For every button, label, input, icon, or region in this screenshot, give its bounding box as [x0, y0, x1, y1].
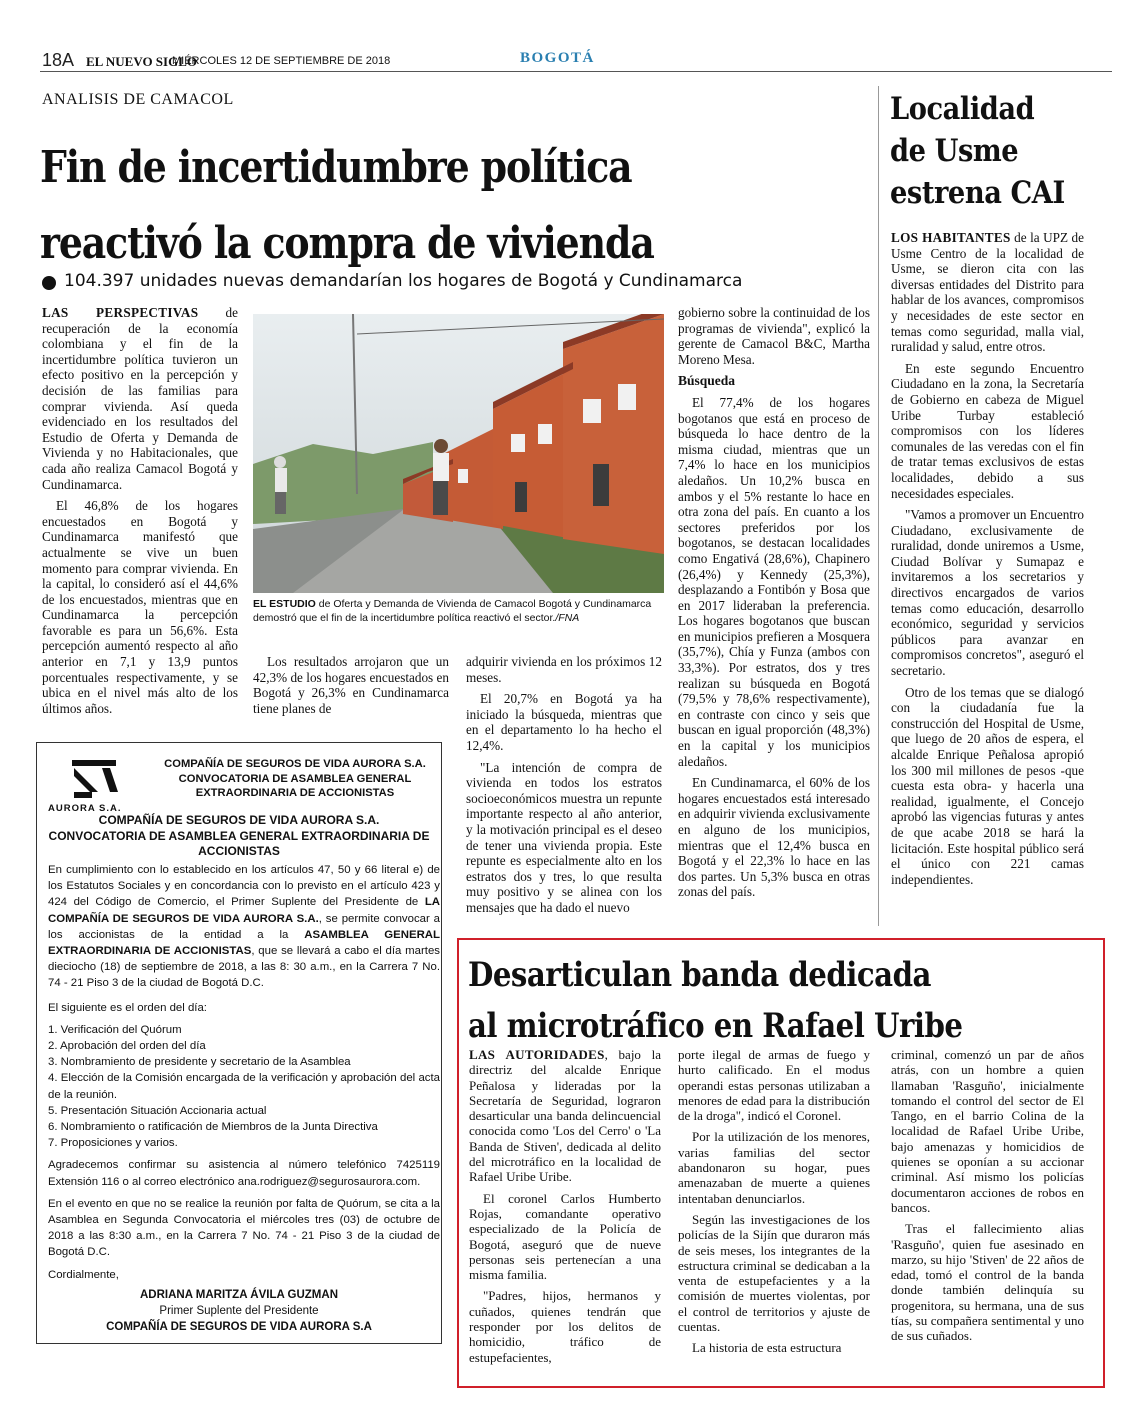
- boxed-headline-line-2: al microtráfico en Rafael Uribe: [468, 1005, 963, 1046]
- issue-date: MIÉRCOLES 12 DE SEPTIEMBRE DE 2018: [172, 55, 391, 67]
- main-column-4: [678, 305, 870, 906]
- aurora-logo-icon: [52, 756, 142, 806]
- ad-bold-text: ASAMBLEA GENERAL EXTRAORDINARIA DE ACCIONISTAS: [48, 928, 440, 958]
- paragraph: En este segundo Encuentro Ciudadano en la zona, la Secretaría de Gobierno en cabeza de Miguel Uribe Turbay estableció compromisos con los líderes comunales de las veredas con el fin de tratar temas exclusivos de estas localidades, debido a sus necesidades especiales.: [891, 360, 1084, 501]
- main-column-3: [466, 654, 662, 922]
- headline-line-1: Fin de incertidumbre política: [40, 142, 632, 193]
- boxed-column-3: [891, 1047, 1084, 1350]
- boxed-column-1: [469, 1047, 661, 1371]
- paragraph: En Cundinamarca, el 60% de los hogares encuestados está interesado en adquirir vivienda exclusivamente en alguno de los municipios, mientras que el 12,4% busca en Bogotá y el 22,3% lo hace en las dos partes. Un 5,3% busca en otras zonas del país.: [678, 775, 870, 900]
- agenda-list: [48, 1022, 440, 1152]
- ad-text: , se permite convocar a los accionistas de la entidad a la: [48, 912, 441, 941]
- ad-signature: [46, 1287, 432, 1335]
- ad-contact: Agradecemos confirmar su asistencia al número telefónico 7425119 Extensión 116 o al correo electrónico ana.rodriguez@segurosaurora.com.: [48, 1159, 440, 1188]
- paragraph: Tras el fallecimiento alias 'Rasguño', quien fue asesinado en marzo, su hijo 'Stiven' de 22 años de edad, tomó el control de la banda donde también delinquía su progenitora, su hermana, una de sus tías, su compañera sentimental y uno de sus cuñados.: [891, 1221, 1084, 1344]
- paragraph: Los resultados arrojaron que un 42,3% de los hogares encuestados en Bogotá y 26,3% en Cundinamarca tiene planes de: [253, 654, 449, 716]
- signer-name: ADRIANA MARITZA ÁVILA GUZMAN: [139, 1289, 339, 1301]
- caption-text: de Oferta y Demanda de Vivienda de Camacol Bogotá y Cundinamarca demostró que el fin de la incertidumbre política reactivó el sector.: [253, 598, 652, 624]
- sidebar-headline: [890, 88, 1075, 214]
- main-column-2: [253, 654, 449, 722]
- main-headline: [40, 130, 754, 282]
- signer-company: COMPAÑÍA DE SEGUROS DE VIDA AURORA S.A: [106, 1321, 372, 1333]
- lead-words: LAS PERSPECTIVAS: [42, 305, 199, 320]
- newspaper-name: EL NUEVO SIGLO: [86, 54, 197, 69]
- agenda-intro: El siguiente es el orden del día:: [48, 1001, 207, 1014]
- sidebar-headline-line-1: Localidad: [890, 91, 1035, 127]
- article-deck: 104.397 unidades nuevas demandarían los hogares de Bogotá y Cundinamarca: [64, 271, 743, 291]
- ad-quorum-note: En el evento en que no se realice la reunión por falta de Quórum, se cita a la Asamblea en Segunda Convocatoria el miércoles tres (03) de octubre de 2018 a las 8:30 a.m., en la Carrera 7 No. 74 - 21 Piso 3 de la ciudad de Bogotá D.C.: [48, 1197, 440, 1259]
- ad-header: [150, 757, 440, 801]
- paragraph: El 20,7% en Bogotá ya ha iniciado la búsqueda, mientras que en el departamento lo ha hecho el 12,4%.: [466, 691, 662, 753]
- subheading: Búsqueda: [678, 373, 736, 389]
- caption-lead: EL ESTUDIO: [253, 598, 316, 610]
- boxed-column-2: [678, 1047, 870, 1362]
- ad-title-line: ACCIONISTAS: [198, 844, 280, 858]
- main-column-1: [42, 305, 238, 722]
- paragraph: gobierno sobre la continuidad de los programas de vivienda", explicó la gerente de Camacol B&C, Martha Moreno Mesa.: [678, 305, 870, 367]
- boxed-headline: [468, 950, 1018, 1051]
- agenda-item: 5. Presentación Situación Accionaria actual: [48, 1104, 267, 1117]
- paragraph: de recuperación de la economía colombiana y el fin de la incertidumbre política tuvieron un efecto positivo en la percepción y decisión de las familias para comprar vivienda. Así queda evidenciado en los resultados del Estudio de Oferta y Demanda de Vivienda y no Habitacionales, que cada año realiza Camacol Bogotá y Cundinamarca.: [42, 305, 238, 492]
- ad-text: , que se llevará a cabo el día martes dieciocho (18) de septiembre de 2018, a las 8: 30 a.m., en la Carrera 7 No. 74 - 21 Piso 3 de la ciudad de Bogotá D.C.: [48, 945, 440, 990]
- bullet-icon: [42, 276, 56, 290]
- ad-body: [48, 862, 440, 1283]
- ad-title-line: COMPAÑÍA DE SEGUROS DE VIDA AURORA S.A.: [98, 813, 380, 827]
- agenda-item: 1. Verificación del Quórum: [48, 1023, 182, 1036]
- ad-title: [46, 813, 432, 860]
- paragraph: criminal, comenzó un par de años atrás, con un hombre a quien llamaban 'Rasguño', inicialmente tomando el control del sector de El Tango, en el barrio Colina de la localidad de Rafael Uribe Uribe, bajo amenazas y homicidios de quienes se oponían a su accionar criminal. Así mismo los policías documentaron acciones de robos en bancos.: [891, 1047, 1084, 1215]
- ad-title-line: CONVOCATORIA DE ASAMBLEA GENERAL EXTRAORDINARIA DE: [48, 828, 430, 843]
- paragraph: "La intención de compra de vivienda en todos los estratos socioeconómicos muestra un repunte importante respecto al año anterior, y la motivación principal es el deseo de tener una vivienda propia. Este repunte es especialmente alto en los estratos dos y tres, lo que resulta muy positivo y se alinea con los mensajes que ha dado el nuevo: [466, 759, 662, 915]
- aurora-logo: [52, 756, 142, 806]
- ad-text: En cumplimiento con lo establecido en los artículos 47, 50 y 66 literal e) de los Estatutos Sociales y en concordancia con lo previsto en el artículo 423 y 424 del Código de Comercio, el Primer Suplente del Presidente de: [48, 864, 440, 909]
- paragraph: El 46,8% de los hogares encuestados en Bogotá y Cundinamarca manifestó que actualmente se vive un buen momento para comprar vivienda. En la capital, lo consideró así el 44,6% de los encuestados, mientras que en Cundinamarca la percepción favorable es para un 56,6%. Esta percepción aumentó respecto al año anterior en 7,1 y 13,9 puntos porcentuales respectivamente, y se ubica en el nivel más alto de los últimos años.: [42, 498, 238, 716]
- paragraph: Por la utilización de los menores, varias familias del sector abandonaron su hogar, pues amenazaban de muerte a quienes intentaban denunciarlos.: [678, 1129, 870, 1206]
- page-number: 18A: [42, 50, 75, 70]
- ad-header-line: CONVOCATORIA DE ASAMBLEA GENERAL: [178, 772, 412, 785]
- masthead-rule: [40, 71, 1112, 72]
- paragraph: de la UPZ de Usme Centro de la localidad de Usme, se dieron cita con las diversas entidades del Distrito para hablar de los avances, compromisos y necesidades de este sector en temas como seguridad, malla vial, ruralidad y salud, entre otros.: [891, 230, 1084, 355]
- paragraph: La historia de esta estructura: [692, 1340, 842, 1356]
- boxed-headline-line-1: Desarticulan banda dedicada: [468, 955, 931, 995]
- paragraph: El coronel Carlos Humberto Rojas, comandante operativo especializado de la Policía de Bogotá, aseguró que de nueve personas seis pertenecían a una misma familia.: [469, 1190, 661, 1283]
- sidebar-column: [891, 230, 1084, 893]
- photo-credit: /FNA: [555, 611, 580, 624]
- paragraph: "Padres, hijos, hermanos y cuñados, quienes tendrán que responder por los delitos de homicidio, tráfico de estupefacientes,: [469, 1288, 661, 1365]
- logo-text: AURORA S.A.: [48, 803, 122, 814]
- headline-line-2: reactivó la compra de vivienda: [40, 218, 654, 270]
- photo-caption: [253, 598, 653, 625]
- paragraph: El 77,4% de los hogares bogotanos que está en proceso de búsqueda lo hace dentro de la misma ciudad, mientras que un 7,4% lo hace en los municipios aledaños. Un 10,2% busca en ambos y el 5% restante lo hace en otra zona del país. En cuanto a los sectores preferidos por los bogotanos, se destacan localidades como Engativá (28,6%), Chapinero (26,4%) y Kennedy (25,3%), desplazando a Fontibón y Bosa que en 2017 lideraban la preferencia. Los hogares bogotanos que buscan en municipios prefieren a Mosquera (35,7%), Chía y Funza (ambos con 33,3%). Por estratos, dos y tres realizan su búsqueda en Bogotá (79,5% y 78,6% respectivamente), en contraste con cinco y seis que buscan en igual proporción (48,3%) en la capital y los municipios aledaños.: [678, 394, 870, 769]
- lead-words: LOS HABITANTES: [891, 230, 1011, 245]
- housing-photo-illustration: [253, 314, 664, 593]
- agenda-item: 2. Aprobación del orden del día: [48, 1040, 206, 1053]
- article-kicker: ANALISIS DE CAMACOL: [42, 91, 234, 108]
- ad-closing: Cordialmente,: [48, 1268, 119, 1281]
- sidebar-rule: [878, 86, 879, 926]
- paragraph: , bajo la directriz del alcalde Enrique Peñalosa y lideradas por la Secretaría de Seguridad, lograron desarticular una banda delincuencial conocida como 'Los del Cerro' o 'La Banda de Stiven', dedicada al delito del microtráfico en la localidad de Rafael Uribe Uribe.: [469, 1047, 661, 1185]
- signer-title: Primer Suplente del Presidente: [159, 1305, 319, 1317]
- paragraph: adquirir vivienda en los próximos 12 meses.: [466, 654, 662, 685]
- agenda-item: 4. Elección de la Comisión encargada de la verificación y aprobación del acta de la reunión.: [48, 1072, 440, 1101]
- agenda-item: 6. Nombramiento o ratificación de Miembros de la Junta Directiva: [48, 1121, 378, 1134]
- housing-photo: [253, 314, 664, 593]
- paragraph: "Vamos a promover un Encuentro Ciudadano, exclusivamente de ruralidad, donde uniremos a Usme, Ciudad Bolívar y Sumapaz e invitaremos a los secretarios y directivos encargados de varios temas como educación, desarrollo económico, seguridad y servicios públicos para avanzar en compromisos concretos", aseguró el secretario.: [891, 507, 1084, 679]
- sidebar-headline-line-2: de Usme: [890, 133, 1019, 170]
- ad-header-line: EXTRAORDINARIA DE ACCIONISTAS: [195, 787, 395, 799]
- section-title: BOGOTÁ: [520, 50, 595, 66]
- agenda-item: 7. Proposiciones y varios.: [48, 1137, 178, 1150]
- ad-bold-text: LA COMPAÑÍA DE SEGUROS DE VIDA AURORA S.A.: [48, 896, 440, 925]
- paragraph: Según las investigaciones de los policías de la Sijín que duraron más de seis meses, los integrantes de la estructura criminal se dedicaban a la venta de estupefacientes y a la comisión de muertes violentas, por el control de territorios y ajuste de cuentas.: [678, 1211, 870, 1335]
- ad-header-line: COMPAÑÍA DE SEGUROS DE VIDA AURORA S.A.: [164, 758, 426, 770]
- agenda-item: 3. Nombramiento de presidente y secretario de la Asamblea: [48, 1056, 351, 1069]
- paragraph: Otro de los temas que se dialogó con la ciudadanía fue la construcción del Hospital de Usme, que luego de 20 años de espera, el alcalde Enrique Peñalosa apropió los 300 mil millones de pesos -que cuesta esta obra- y hacerla una realidad, igualmente, el Concejo aprobó las vigencias futuras y antes de que acabe 2018 se hará la licitación. Este hospital público será el único con 221 camas independientes.: [891, 684, 1084, 887]
- sidebar-headline-line-3: estrena CAI: [890, 175, 1065, 212]
- lead-words: LAS AUTORIDADES: [469, 1047, 605, 1062]
- ad-intro: [48, 862, 440, 992]
- paragraph: porte ilegal de armas de fuego y hurto calificado. En el modus operandi estas personas utilizaban a menores de edad para la distribución de la droga", indicó el Coronel.: [678, 1047, 870, 1124]
